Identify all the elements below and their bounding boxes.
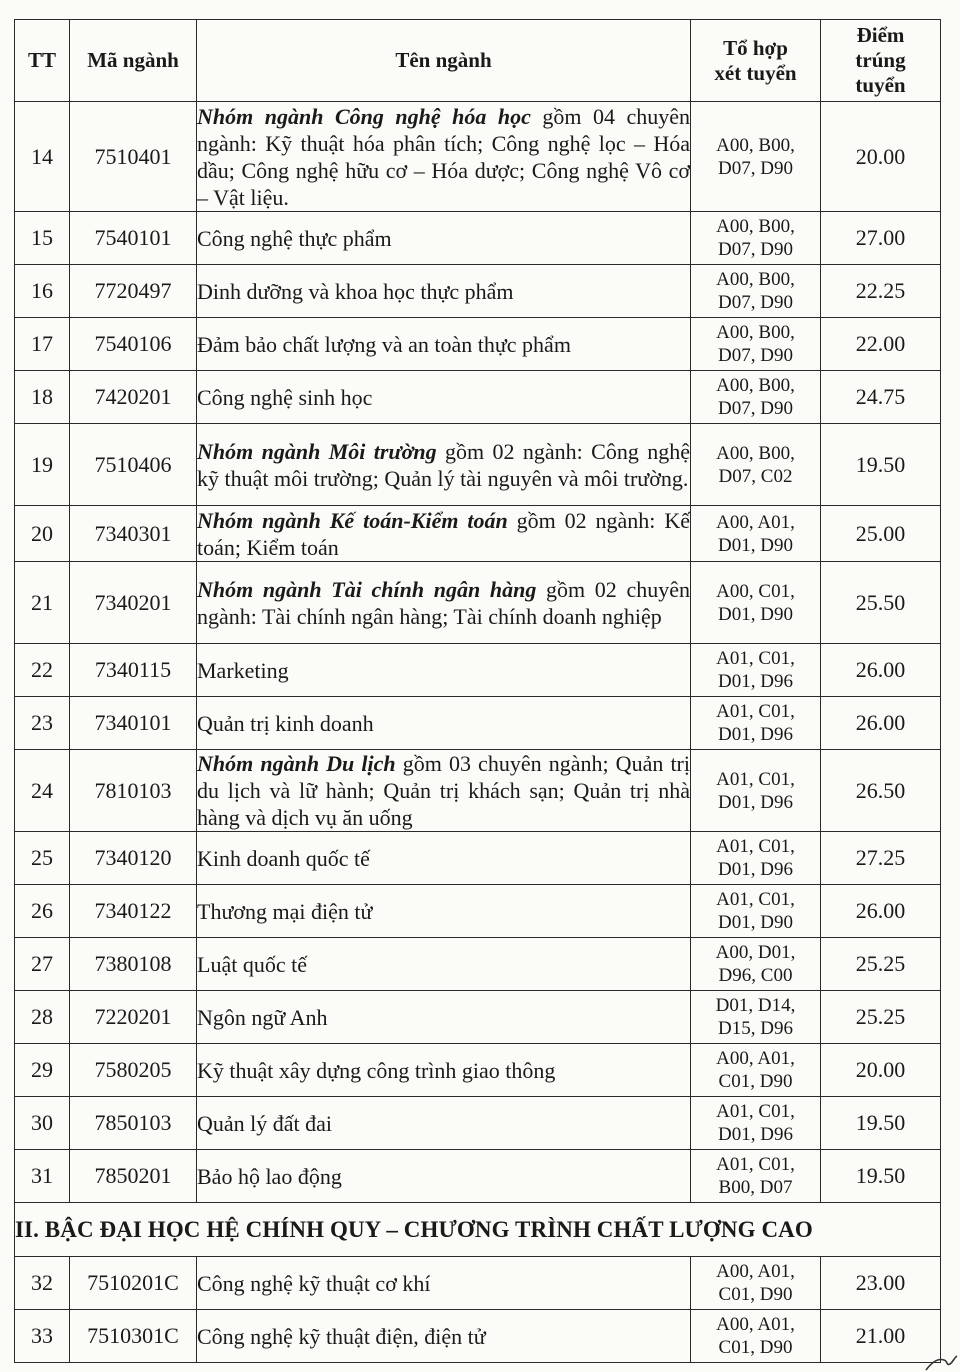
subject-combination-text: A01, C01, D01, D96 (716, 648, 795, 692)
table-row (15, 102, 941, 212)
major-name-cell (197, 424, 691, 506)
row-number: 22 (15, 644, 70, 697)
subject-combination (691, 1150, 821, 1203)
table-row (15, 938, 941, 991)
admission-score: 19.50 (821, 424, 941, 506)
table-row (15, 318, 941, 371)
major-name: gồm 02 ngành: Kế toán; Kiểm toán (197, 507, 690, 560)
admission-score: 23.00 (821, 1257, 941, 1310)
major-name: Dinh dưỡng và khoa học thực phẩm (197, 278, 514, 304)
admission-score: 19.50 (821, 1097, 941, 1150)
table-row (15, 1044, 941, 1097)
subject-combination (691, 991, 821, 1044)
admission-score: 19.50 (821, 1150, 941, 1203)
section-row (15, 1203, 941, 1257)
major-name-cell (197, 885, 691, 938)
major-name-cell (197, 265, 691, 318)
subject-combination (691, 1097, 821, 1150)
subject-combination (691, 1257, 821, 1310)
handwritten-mark (924, 1350, 958, 1372)
major-name: Quản trị kinh doanh (197, 710, 374, 736)
major-name-cell (197, 102, 691, 212)
table-row (15, 562, 941, 644)
table-body-high-quality (15, 1257, 941, 1363)
major-name: Thương mại điện tử (197, 898, 373, 924)
subject-combination-text: A01, C01, D01, D96 (716, 768, 795, 813)
table-row (15, 424, 941, 506)
admission-score: 25.25 (821, 991, 941, 1044)
subject-combination (691, 506, 821, 562)
row-number: 31 (15, 1150, 70, 1203)
table-row (15, 265, 941, 318)
major-name: Ngôn ngữ Anh (197, 1004, 328, 1030)
major-name-cell (197, 1257, 691, 1310)
subject-combination (691, 318, 821, 371)
table-row (15, 1310, 941, 1363)
row-number: 20 (15, 506, 70, 562)
row-number: 24 (15, 750, 70, 832)
subject-combination (691, 1044, 821, 1097)
subject-combination (691, 424, 821, 506)
major-name: Công nghệ thực phẩm (197, 225, 392, 251)
subject-combination-text: A01, C01, D01, D96 (716, 701, 795, 745)
major-name-cell (197, 1044, 691, 1097)
major-name: Luật quốc tế (197, 951, 307, 977)
subject-combination-text: A00, B00, D07, D90 (716, 322, 795, 366)
major-name-cell (197, 991, 691, 1044)
admission-score: 26.00 (821, 644, 941, 697)
table-row (15, 1257, 941, 1310)
major-name: Bảo hộ lao động (197, 1163, 342, 1189)
admission-score: 25.50 (821, 562, 941, 644)
subject-combination (691, 1310, 821, 1363)
row-number: 25 (15, 832, 70, 885)
admission-score: 24.75 (821, 371, 941, 424)
header-score-text: Điểm trúng tuyển (855, 23, 906, 97)
major-name-cell (197, 562, 691, 644)
major-group-label: Nhóm ngành Môi trường (197, 438, 437, 464)
subject-combination (691, 697, 821, 750)
admission-score: 27.00 (821, 212, 941, 265)
row-number: 29 (15, 1044, 70, 1097)
major-group-label: Nhóm ngành Tài chính ngân hàng (197, 576, 537, 602)
row-number: 18 (15, 371, 70, 424)
major-code: 7850103 (70, 1097, 197, 1150)
subject-combination-text: A01, C01, B00, D07 (716, 1154, 795, 1198)
major-code: 7220201 (70, 991, 197, 1044)
admission-score: 25.25 (821, 938, 941, 991)
table-row (15, 1097, 941, 1150)
admission-score-table (14, 19, 941, 1363)
major-name: Quản lý đất đai (197, 1110, 333, 1136)
major-name-cell (197, 1097, 691, 1150)
major-name-cell (197, 832, 691, 885)
major-group-label: Nhóm ngành Du lịch (197, 751, 396, 776)
admission-score: 20.00 (821, 1044, 941, 1097)
subject-combination-text: A00, B00, D07, D90 (716, 269, 795, 313)
table-row (15, 750, 941, 832)
header-code: Mã ngành (70, 20, 197, 102)
row-number: 23 (15, 697, 70, 750)
admission-score: 26.00 (821, 697, 941, 750)
major-code: 7380108 (70, 938, 197, 991)
major-code: 7850201 (70, 1150, 197, 1203)
subject-combination-text: A00, A01, D01, D90 (716, 511, 795, 556)
subject-combination-text: A00, A01, C01, D90 (716, 1314, 795, 1358)
row-number: 30 (15, 1097, 70, 1150)
major-group-label: Nhóm ngành Công nghệ hóa học (197, 103, 531, 129)
subject-combination (691, 371, 821, 424)
subject-combination-text: A00, A01, C01, D90 (716, 1048, 795, 1092)
row-number: 16 (15, 265, 70, 318)
header-combo-text: Tổ hợp xét tuyển (714, 35, 797, 85)
subject-combination (691, 102, 821, 212)
row-number: 26 (15, 885, 70, 938)
row-number: 21 (15, 562, 70, 644)
major-name: Đảm bảo chất lượng và an toàn thực phẩm (197, 331, 571, 357)
major-name: Marketing (197, 657, 289, 683)
subject-combination (691, 832, 821, 885)
section-title: II. BẬC ĐẠI HỌC HỆ CHÍNH QUY – CHƯƠNG TRÌNH CHẤT LƯỢNG CAO (15, 1203, 941, 1257)
major-name-cell (197, 697, 691, 750)
row-number: 19 (15, 424, 70, 506)
subject-combination (691, 644, 821, 697)
major-code: 7420201 (70, 371, 197, 424)
subject-combination-text: A00, B00, D07, D90 (716, 134, 795, 179)
major-name-cell (197, 1150, 691, 1203)
major-code: 7540106 (70, 318, 197, 371)
row-number: 28 (15, 991, 70, 1044)
table-row (15, 832, 941, 885)
header-score (821, 20, 941, 102)
major-name-cell (197, 371, 691, 424)
major-name: gồm 02 ngành: Công nghệ kỹ thuật môi trường; Quản lý tài nguyên và môi trường. (197, 438, 690, 491)
subject-combination (691, 750, 821, 832)
section-row-group (15, 1203, 941, 1257)
admission-score: 21.00 (821, 1310, 941, 1363)
subject-combination (691, 212, 821, 265)
major-name: gồm 04 chuyên ngành: Kỹ thuật hóa phân tích; Công nghệ lọc – Hóa dầu; Công nghệ hữu cơ – Hóa dược; Công nghệ Vô cơ – Vật liệu. (197, 103, 690, 210)
major-code: 7340301 (70, 506, 197, 562)
table-body-regular (15, 102, 941, 1203)
major-name-cell (197, 750, 691, 832)
major-name-cell (197, 506, 691, 562)
row-number: 33 (15, 1310, 70, 1363)
admission-score: 27.25 (821, 832, 941, 885)
major-name: Công nghệ kỹ thuật cơ khí (197, 1270, 431, 1296)
table-row (15, 506, 941, 562)
major-code: 7510201C (70, 1257, 197, 1310)
major-code: 7340115 (70, 644, 197, 697)
major-name-cell (197, 644, 691, 697)
header-name: Tên ngành (197, 20, 691, 102)
major-name: Kinh doanh quốc tế (197, 845, 370, 871)
major-code: 7340120 (70, 832, 197, 885)
table-row (15, 212, 941, 265)
admission-score: 20.00 (821, 102, 941, 212)
header-row (15, 20, 941, 102)
admission-score: 26.50 (821, 750, 941, 832)
major-name: Công nghệ kỹ thuật điện, điện tử (197, 1323, 486, 1349)
major-code: 7340122 (70, 885, 197, 938)
major-code: 7510406 (70, 424, 197, 506)
major-name-cell (197, 1310, 691, 1363)
subject-combination-text: A00, B00, D07, D90 (716, 216, 795, 260)
table-row (15, 697, 941, 750)
major-name-cell (197, 318, 691, 371)
admission-score: 25.00 (821, 506, 941, 562)
subject-combination-text: A00, B00, D07, D90 (716, 375, 795, 419)
row-number: 14 (15, 102, 70, 212)
subject-combination-text: A01, C01, D01, D96 (716, 836, 795, 880)
subject-combination-text: A00, C01, D01, D90 (716, 580, 795, 625)
major-name: gồm 03 chuyên ngành; Quản trị du lịch và lữ hành; Quản trị khách sạn; Quản trị nhà hàng và dịch vụ ăn uống (197, 751, 690, 830)
major-code: 7810103 (70, 750, 197, 832)
major-code: 7720497 (70, 265, 197, 318)
subject-combination-text: A00, A01, C01, D90 (716, 1261, 795, 1305)
table-row (15, 991, 941, 1044)
table-row (15, 1150, 941, 1203)
subject-combination (691, 265, 821, 318)
major-name: gồm 02 chuyên ngành: Tài chính ngân hàng; Tài chính doanh nghiệp (197, 576, 690, 629)
major-name: Công nghệ sinh học (197, 384, 373, 410)
table-row (15, 371, 941, 424)
major-name: Kỹ thuật xây dựng công trình giao thông (197, 1057, 556, 1083)
major-code: 7340201 (70, 562, 197, 644)
admission-score: 22.00 (821, 318, 941, 371)
row-number: 17 (15, 318, 70, 371)
row-number: 27 (15, 938, 70, 991)
row-number: 15 (15, 212, 70, 265)
major-name-cell (197, 938, 691, 991)
major-code: 7540101 (70, 212, 197, 265)
subject-combination-text: A00, D01, D96, C00 (715, 942, 796, 986)
subject-combination-text: A01, C01, D01, D90 (716, 889, 795, 933)
major-code: 7510301C (70, 1310, 197, 1363)
subject-combination-text: D01, D14, D15, D96 (715, 995, 796, 1039)
major-code: 7340101 (70, 697, 197, 750)
subject-combination-text: A00, B00, D07, C02 (716, 442, 795, 487)
row-number: 32 (15, 1257, 70, 1310)
subject-combination (691, 938, 821, 991)
major-group-label: Nhóm ngành Kế toán-Kiểm toán (197, 507, 508, 533)
header-tt: TT (15, 20, 70, 102)
table-row (15, 644, 941, 697)
major-code: 7580205 (70, 1044, 197, 1097)
admission-score: 22.25 (821, 265, 941, 318)
subject-combination (691, 885, 821, 938)
table-row (15, 885, 941, 938)
admission-score: 26.00 (821, 885, 941, 938)
major-code: 7510401 (70, 102, 197, 212)
subject-combination (691, 562, 821, 644)
header-combo (691, 20, 821, 102)
major-name-cell (197, 212, 691, 265)
subject-combination-text: A01, C01, D01, D96 (716, 1101, 795, 1145)
